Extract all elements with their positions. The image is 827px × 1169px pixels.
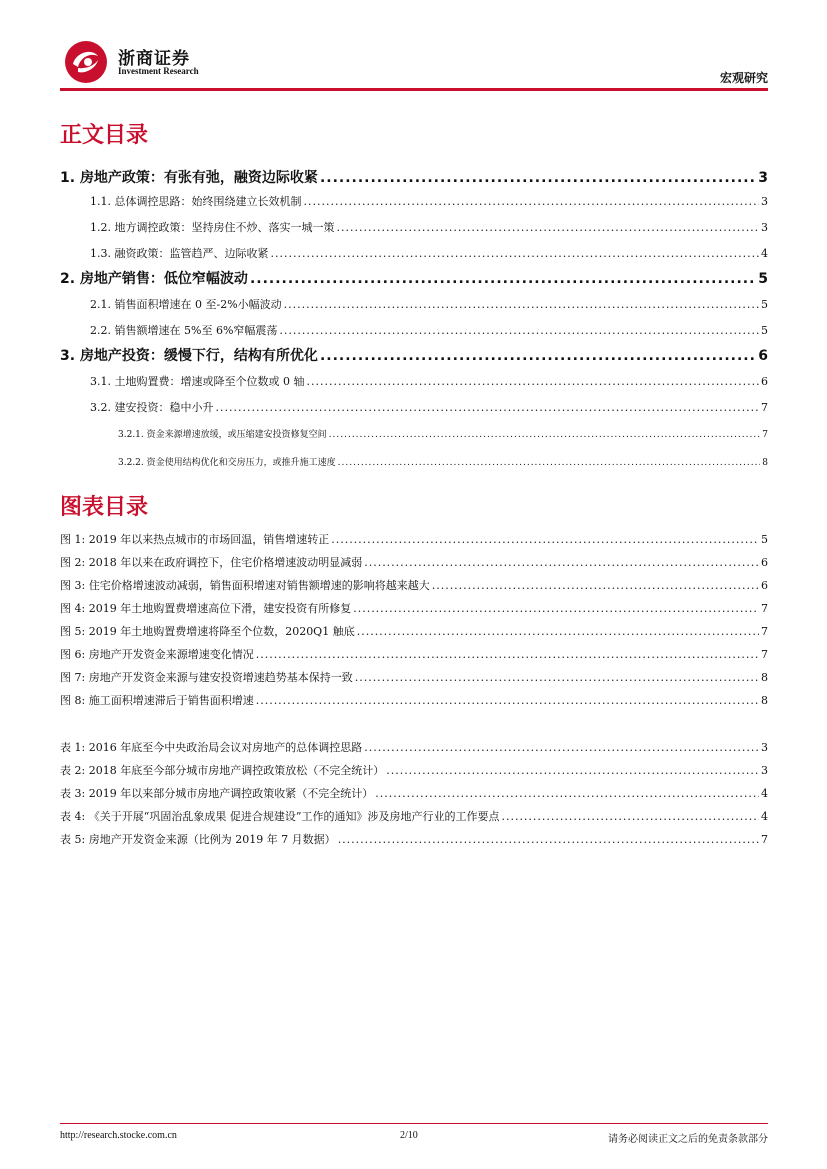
company-logo-icon <box>64 40 108 84</box>
toc-entry[interactable]: 2. 房地产销售：低位窄幅波动 ..... 5 <box>60 268 768 288</box>
table-entry[interactable]: 表 3: 2019 年以来部分城市房地产调控政策收紧（不完全统计） ..... 4 <box>60 785 768 801</box>
page-header <box>60 36 768 88</box>
header-divider <box>60 88 768 91</box>
toc-title: 正文目录 <box>60 123 149 148</box>
company-name-cn: 浙商证券 <box>118 49 190 69</box>
page-indicator: 2/10 <box>400 1130 418 1141</box>
toc-entry[interactable]: 3.2.2. 资金使用结构优化和交房压力，或推升施工速度 ..... 8 <box>118 455 768 468</box>
figure-entry[interactable]: 图 3: 住宅价格增速波动减弱，销售面积增速对销售额增速的影响将越来越大 ..... 6 <box>60 577 768 593</box>
figure-entry[interactable]: 图 8: 施工面积增速滞后于销售面积增速 ..... 8 <box>60 692 768 708</box>
figure-entry[interactable]: 图 2: 2018 年以来在政府调控下，住宅价格增速波动明显减弱 ..... 6 <box>60 554 768 570</box>
toc-entry[interactable]: 3.1. 土地购置费：增速或降至个位数或 0 轴 ..... 6 <box>90 373 768 389</box>
toc-entry[interactable]: 2.1. 销售面积增速在 0 至-2%小幅波动 ..... 5 <box>90 296 768 312</box>
figure-entry[interactable]: 图 6: 房地产开发资金来源增速变化情况 ..... 7 <box>60 646 768 662</box>
figure-entry[interactable]: 图 5: 2019 年土地购置费增速将降至个位数，2020Q1 触底 ..... 7 <box>60 623 768 639</box>
toc-entry[interactable]: 1.3. 融资政策：监管趋严、边际收紧 ..... 4 <box>90 245 768 261</box>
table-entry[interactable]: 表 2: 2018 年底至今部分城市房地产调控政策放松（不完全统计） ..... 3 <box>60 762 768 778</box>
figure-entry[interactable]: 图 1: 2019 年以来热点城市的市场回温，销售增速转正 ..... 5 <box>60 531 768 547</box>
company-name-en: Investment Research <box>118 66 199 76</box>
toc-entry[interactable]: 1. 房地产政策：有张有弛，融资边际收紧 ..... 3 <box>60 167 768 187</box>
figure-entry[interactable]: 图 4: 2019 年土地购置费增速高位下滑，建安投资有所修复 ..... 7 <box>60 600 768 616</box>
figures-title: 图表目录 <box>60 495 149 520</box>
footer-divider <box>60 1123 768 1124</box>
toc-entry[interactable]: 1.2. 地方调控政策：坚持房住不炒、落实一城一策 ..... 3 <box>90 219 768 235</box>
toc-entry[interactable]: 3.2.1. 资金来源增速放缓，或压缩建安投资修复空间 ..... 7 <box>118 427 768 440</box>
table-entry[interactable]: 表 5: 房地产开发资金来源（比例为 2019 年 7 月数据） ..... 7 <box>60 831 768 847</box>
table-entry[interactable]: 表 1: 2016 年底至今中央政治局会议对房地产的总体调控思路 ..... 3 <box>60 739 768 755</box>
toc-entry[interactable]: 1.1. 总体调控思路：始终围绕建立长效机制 ..... 3 <box>90 193 768 209</box>
table-entry[interactable]: 表 4: 《关于开展“巩固治乱象成果 促进合规建设”工作的通知》涉及房地产行业的工作要点 ..... 4 <box>60 808 768 824</box>
footer-disclaimer: 请务必阅读正文之后的免责条款部分 <box>608 1134 768 1145</box>
report-type: 宏观研究 <box>719 71 768 85</box>
footer-url[interactable]: http://research.stocke.com.cn <box>60 1130 177 1141</box>
toc-entry[interactable]: 2.2. 销售额增速在 5%至 6%窄幅震荡 ..... 5 <box>90 322 768 338</box>
toc-entry[interactable]: 3.2. 建安投资：稳中小升 ..... 7 <box>90 399 768 415</box>
toc-entry[interactable]: 3. 房地产投资：缓慢下行，结构有所优化 ..... 6 <box>60 345 768 365</box>
figure-entry[interactable]: 图 7: 房地产开发资金来源与建安投资增速趋势基本保持一致 ..... 8 <box>60 669 768 685</box>
